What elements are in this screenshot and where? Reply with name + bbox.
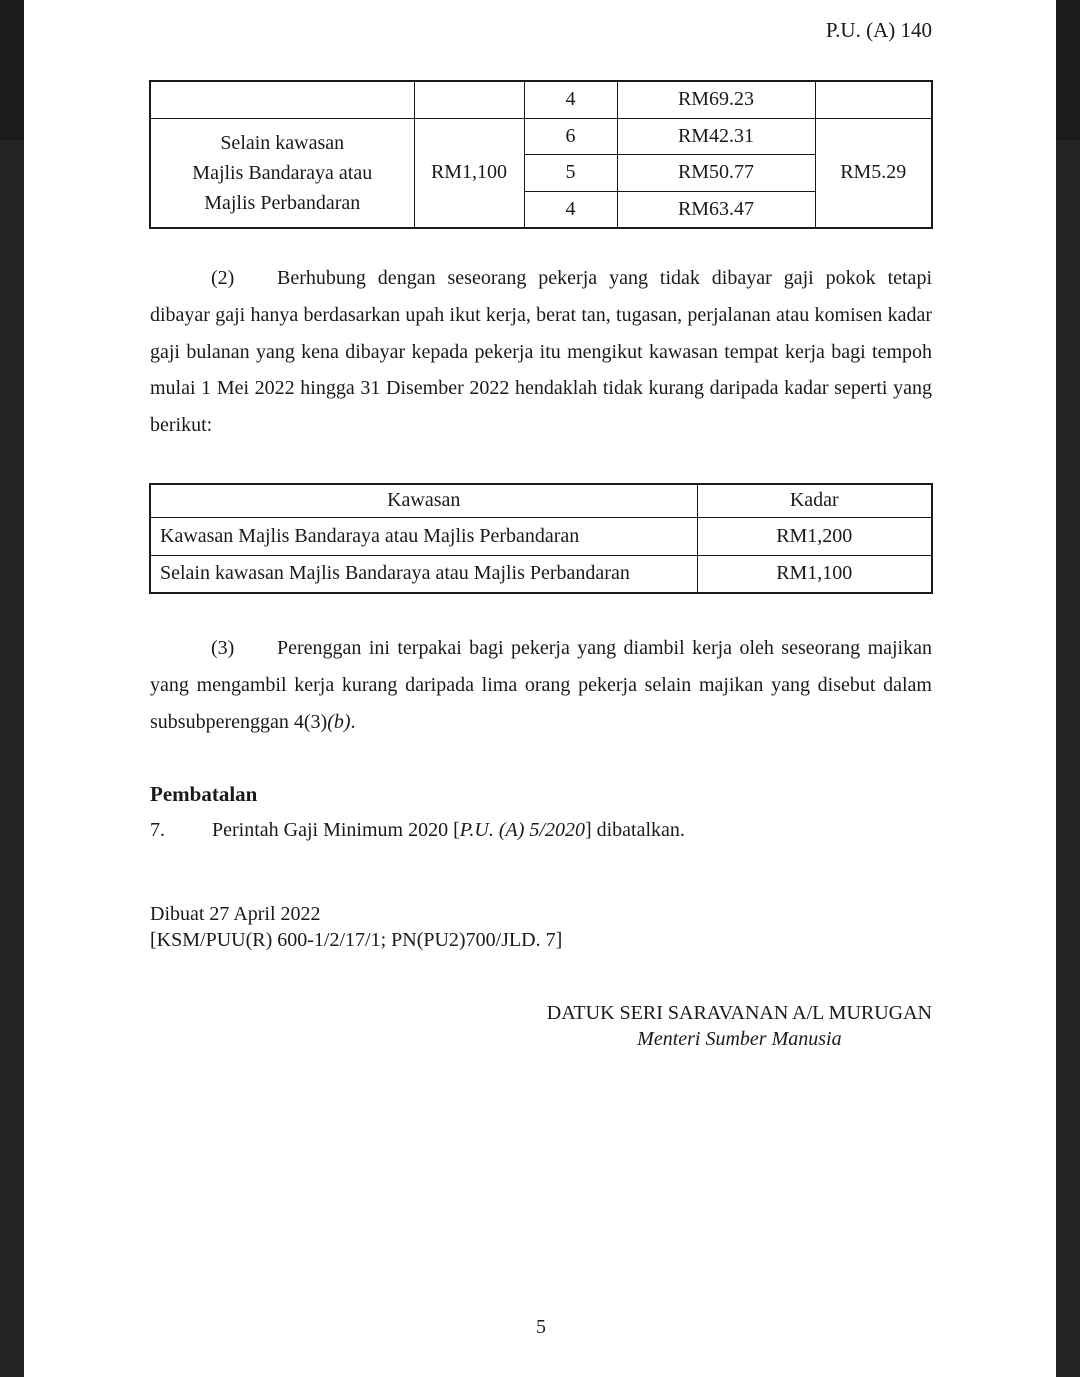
table-header-row: [150, 484, 932, 517]
viewer-margin-left: [0, 0, 24, 1377]
signatory-name: DATUK SERI SARAVANAN A/L MURUGAN: [546, 1002, 932, 1024]
table-row: [150, 517, 932, 555]
area-line: Majlis Perbandaran: [204, 191, 361, 214]
signature-block: [547, 1000, 932, 1052]
area-cell: [150, 118, 414, 228]
viewer-margin-right: [1056, 0, 1080, 1377]
paragraph-2-number: (2): [211, 267, 235, 289]
daily-rate-cell: RM63.47: [617, 191, 815, 228]
paragraph-3-italic-ref: (b): [327, 710, 351, 733]
rate-cell: RM1,100: [697, 555, 932, 593]
workdays-cell: 4: [524, 81, 617, 118]
monthly-rate-cell: RM1,100: [414, 118, 524, 228]
signatory-title: Menteri Sumber Manusia: [637, 1028, 842, 1050]
revocation-text-after: ] dibatalkan.: [584, 819, 685, 841]
rate-cell: RM1,200: [697, 517, 932, 555]
viewer-margin-right-lower: [1056, 140, 1080, 1377]
workdays-cell: 4: [524, 191, 617, 228]
table-row: [150, 118, 932, 154]
page-number: 5: [536, 1316, 546, 1338]
revocation-heading: Pembatalan: [150, 782, 258, 806]
revocation-text-before: Perintah Gaji Minimum 2020 [: [212, 819, 460, 841]
table-row: [150, 555, 932, 593]
paragraph-2: [150, 260, 932, 444]
viewer-margin-left-upper: [0, 0, 24, 140]
paragraph-3-suffix: .: [350, 710, 356, 733]
area-line: Majlis Bandaraya atau: [192, 161, 373, 184]
made-block: [150, 901, 932, 953]
gazette-reference: P.U. (A) 140: [825, 18, 932, 42]
revocation-item: [150, 817, 932, 843]
hourly-rate-cell-empty: [815, 81, 932, 118]
area-cell: Kawasan Majlis Bandaraya atau Majlis Perbandaran: [150, 517, 697, 555]
viewer-margin-left-lower: [0, 140, 24, 1377]
daily-rate-cell: RM69.23: [617, 81, 815, 118]
paragraph-3-number: (3): [211, 637, 235, 659]
daily-rate-cell: RM42.31: [617, 118, 815, 154]
made-date-line: Dibuat 27 April 2022: [150, 903, 321, 925]
paragraph-3-text: Perenggan ini terpakai bagi pekerja yang diambil kerja oleh seseorang majikan yang mengambil kerja kurang daripada lima orang pekerja selain majikan yang disebut dalam subsubperenggan 4(3): [150, 637, 932, 733]
paragraph-3: [150, 630, 932, 740]
revocation-item-number: 7.: [150, 819, 165, 841]
header-rate: Kadar: [697, 484, 932, 517]
header-area: Kawasan: [150, 484, 697, 517]
rate-table-continued: [149, 80, 933, 229]
daily-rate-cell: RM50.77: [617, 154, 815, 191]
workdays-cell: 5: [524, 154, 617, 191]
area-line: Selain kawasan: [220, 131, 345, 154]
paragraph-2-text: Berhubung dengan seseorang pekerja yang tidak dibayar gaji pokok tetapi dibayar gaji hanya berdasarkan upah ikut kerja, berat tan, tugasan, perjalanan atau komisen kadar gaji bulanan yang kena dibayar kepada pekerja itu mengikut kawasan tempat kerja bagi tempoh mulai 1 Mei 2022 hingga 31 Disember 2022 hendaklah tidak kurang daripada kadar seperti yang berikut:: [150, 267, 932, 437]
file-reference-line: [KSM/PUU(R) 600-1/2/17/1; PN(PU2)700/JLD. 7]: [150, 929, 563, 951]
viewer-margin-right-upper: [1056, 0, 1080, 140]
area-cell-empty: [150, 81, 414, 118]
revocation-citation: P.U. (A) 5/2020: [459, 819, 585, 841]
table-row: [150, 81, 932, 118]
workdays-cell: 6: [524, 118, 617, 154]
kadar-table: [149, 483, 933, 594]
hourly-rate-cell: RM5.29: [815, 118, 932, 228]
area-cell: Selain kawasan Majlis Bandaraya atau Majlis Perbandaran: [150, 555, 697, 593]
monthly-rate-cell-empty: [414, 81, 524, 118]
